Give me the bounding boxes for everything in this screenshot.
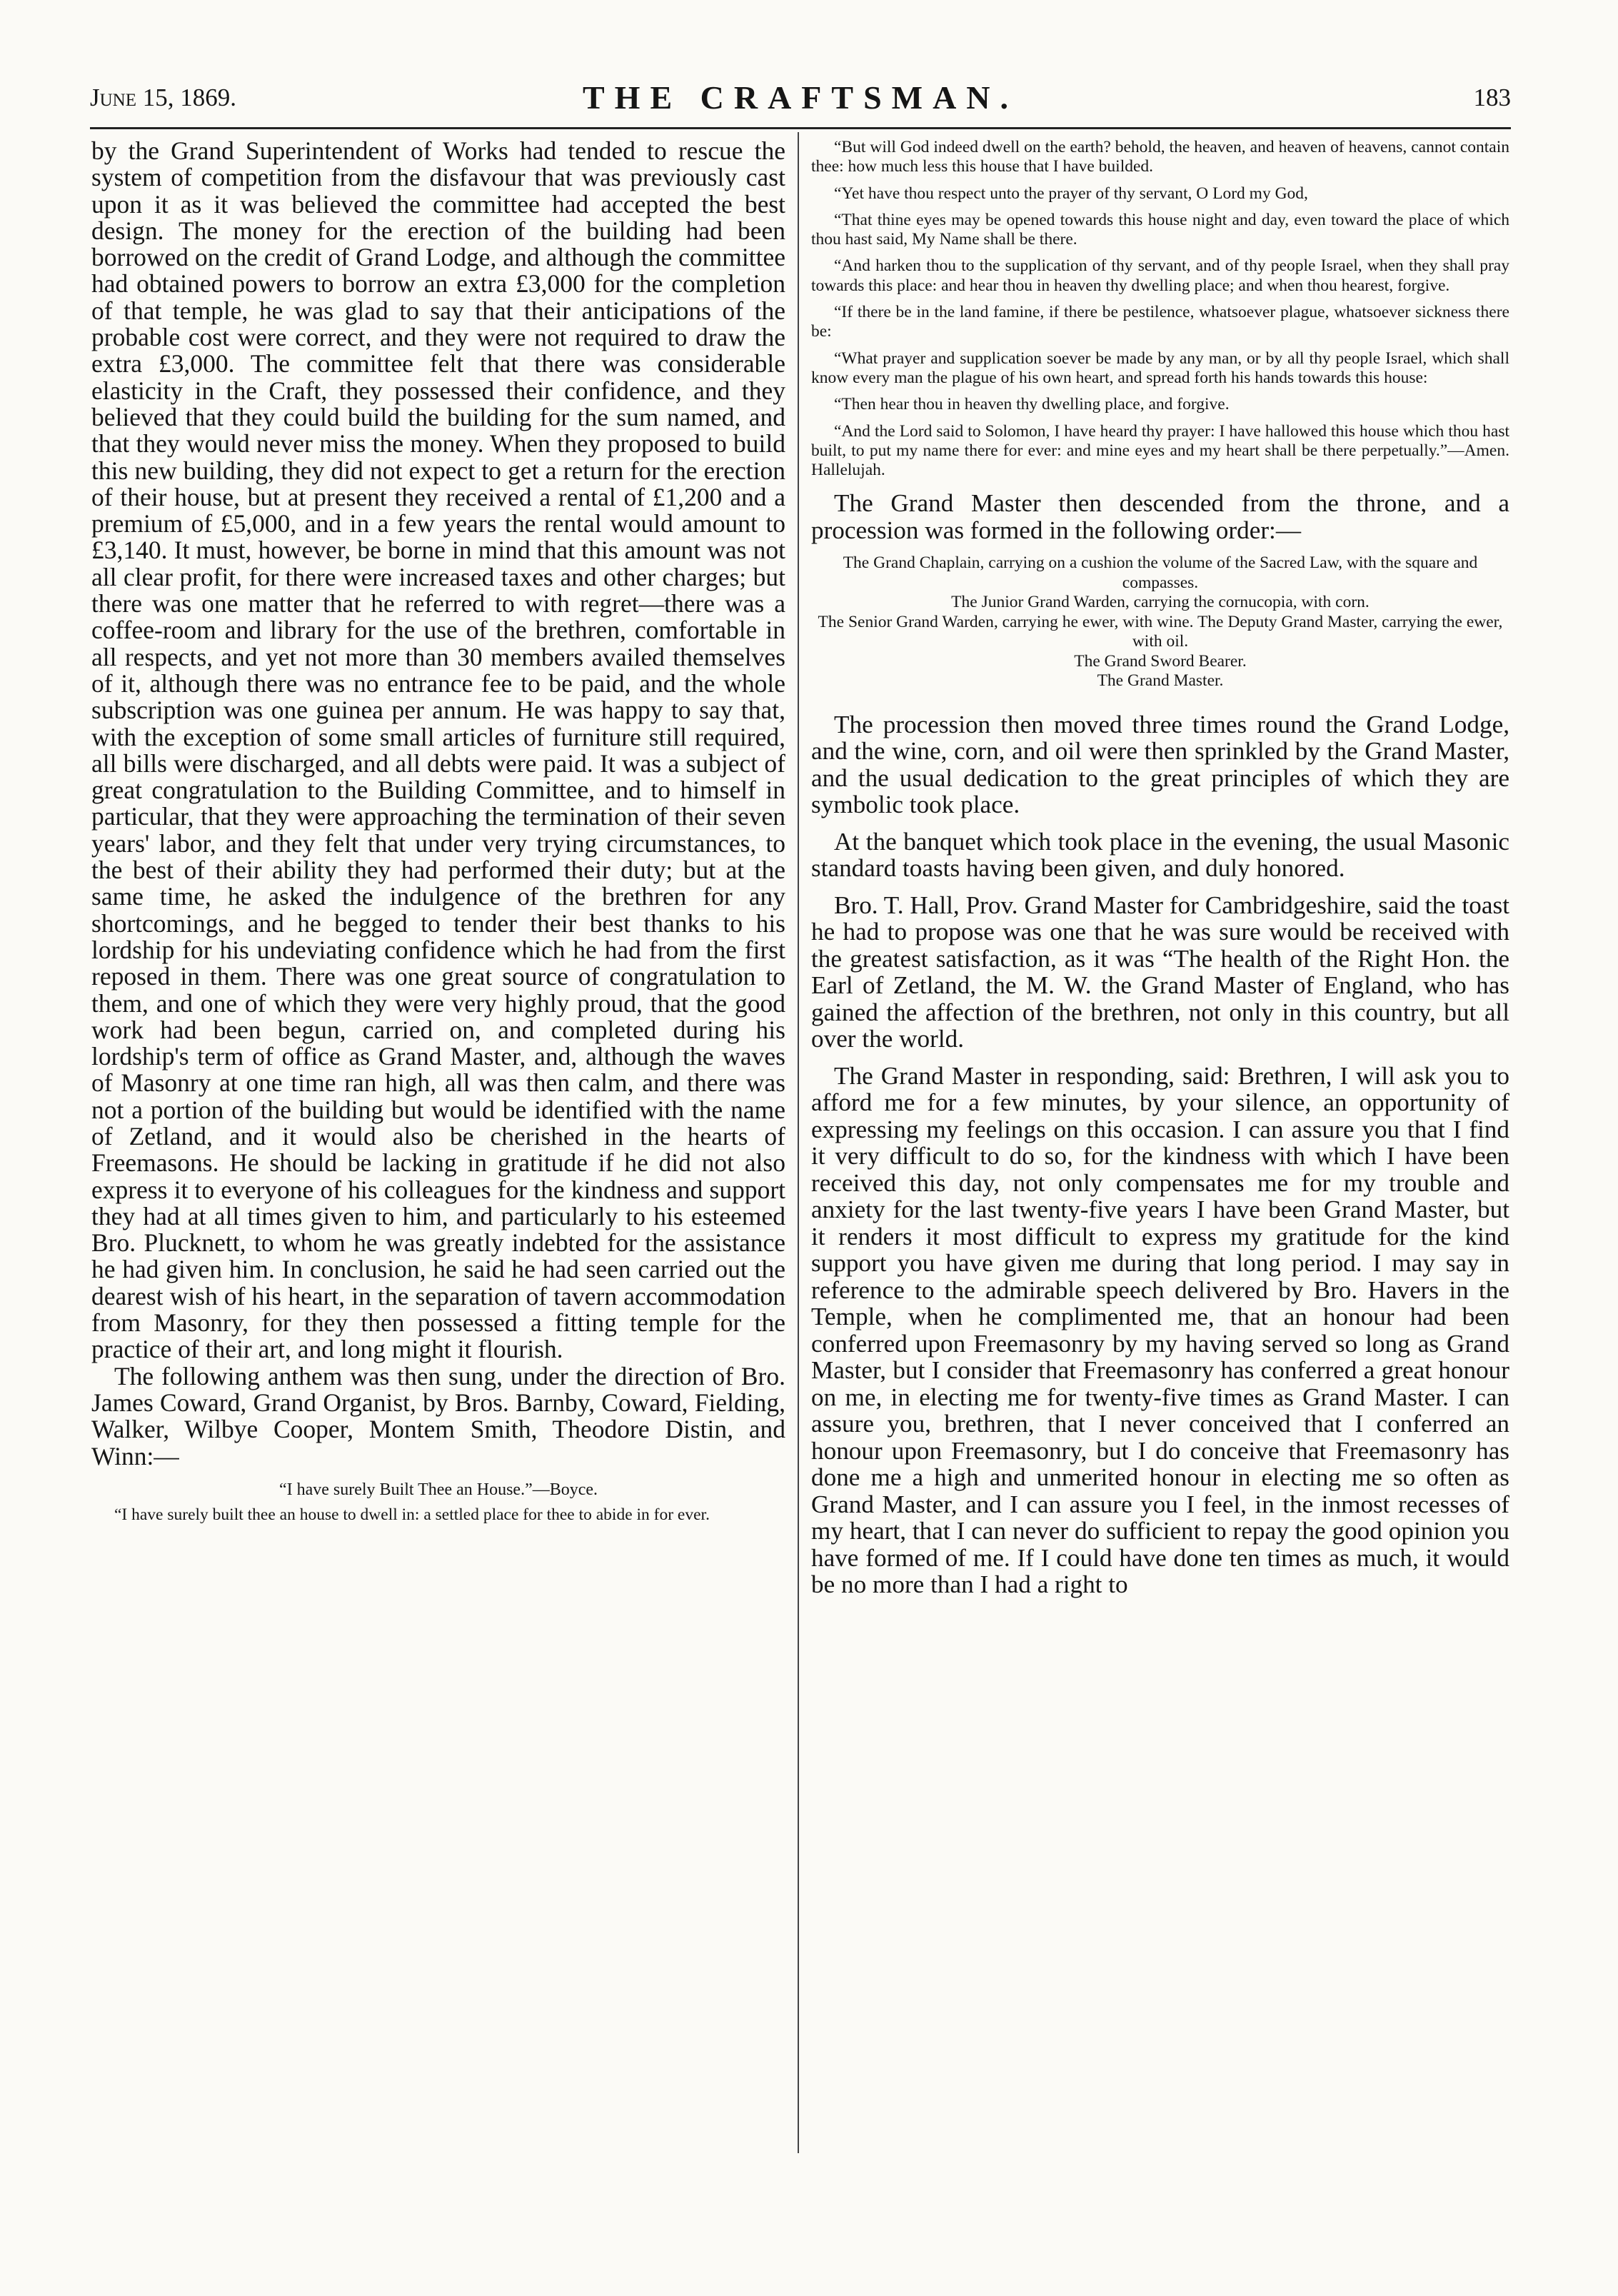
article-paragraph: by the Grand Superintendent of Works had tended to rescue the system of competition from the disfavour that was previously cast upon it as it was believed the committee had accepted the best design. The money for the erection of the building had been borrowed on the credit of Grand Lodge, and although the committee had obtained powers to borrow an extra £3,000 for the completion of that temple, he was glad to say that their anticipations of the probable cost were correct, and they were not required to draw the extra £3,000. The committee felt that there was considerable elasticity in the Craft, they possessed their confidence, and they believed that they could build the building for the sum named, and that they would never miss the money. When they proposed to build this new building, they did not expect to get a return for the erection of their house, but at present they received a rental of £1,200 and a premium of £5,000, and in a few years the rental would amount to £3,140. It must, however, be borne in mind that this amount was not all clear profit, for there were increased taxes and other charges; but there was one matter that he referred to with regret—there was a coffee-room and library for the use of the brethren, comfortable in all respects, and yet not more than 30 members availed themselves of it, although there was no entrance fee to be paid, and the whole subscription was one guinea per annum. He was happy to say that, with the exception of some small articles of furniture still required, all bills were discharged, and all debts were paid. It was a subject of great congratulation to the Building Committee, and to himself in particular, that they were approaching the termination of their seven years' labor, and they felt that under very trying circumstances, to the best of their ability they had performed their duty; but at the same time, he asked the indulgence of the brethren for any shortcomings, and he begged to tender their best thanks to his lordship for his undeviating confidence which he had from the first reposed in them. There was one great source of congratulation to them, and one of which they were very highly proud, that the good work had been begun, carried on, and completed during his lordship's term of office as Grand Master, and, although the waves of Masonry at one time ran high, all was then calm, and there was not a portion of the building but would be identified with the name of Zetland, and it would also be cherished in the hearts of Freemasons. He should be lacking in gratitude if he did not also express it to everyone of his colleagues for the kindness and support they had at all times given to him, and particularly to his esteemed Bro. Plucknett, to whom he was greatly indebted for the assistance he had given him. In conclusion, he said he had seen carried out the dearest wish of his heart, in the separation of tavern accommodation from Masonry, for they then possessed a fitting temple for the practice of their art, and long might it flourish. <box>91 136 785 1364</box>
page-header <box>90 77 1511 119</box>
header-rule <box>90 127 1511 129</box>
issue-date: June 15, 1869. <box>90 84 236 111</box>
anthem-line: “And the Lord said to Solomon, I have heard thy prayer: I have hallowed this house which thou hast built, to put my name there for ever: and mine eyes and my heart shall be there perpetually.”—Amen. Hallelujah. <box>811 421 1509 480</box>
article-paragraph: At the banquet which took place in the evening, the usual Masonic standard toasts having been given, and duly honored. <box>811 827 1509 883</box>
article-paragraph: The Grand Master in responding, said: Brethren, I will ask you to afford me for a few minutes, by your silence, an opportunity of expressing my feelings on this occasion. I can assure you that I find it very difficult to do so, for the kindness with which I have been received this day, not only compensates me for my trouble and anxiety for the last twenty-five years I have been Grand Master, but it renders it most difficult to express my gratitude for the kind support you have given me during that long period. I may say in reference to the admirable speech delivered by Bro. Havers in the Temple, when he complimented me, that an honour had been conferred upon Freemasonry by my having served so long as Grand Master, but I consider that Freemasonry has conferred a great honour on me, in electing me for twenty-five times as Grand Master. I can assure you, brethren, that I never conceived that I conferred an honour upon Freemasonry, but I do conceive that Freemasonry has done me a high and unmerited honour in electing me so often as Grand Master, and I can assure you I feel, in the inmost recesses of my heart, that I can never do sufficient to repay the good opinion you have formed of me. If I could have done ten times as much, it would be no more than I had a right to <box>811 1061 1509 1599</box>
anthem-title: “I have surely Built Thee an House.”—Boyce. <box>278 1480 598 1499</box>
procession-item: The Grand Chaplain, carrying on a cushion the volume of the Sacred Law, with the square and compasses. <box>843 553 1478 592</box>
anthem-line: “If there be in the land famine, if there be pestilence, whatsoever plague, whatsoever sickness there be: <box>811 303 1509 341</box>
anthem-line: “Yet have thou respect unto the prayer of thy servant, O Lord my God, <box>834 184 1308 203</box>
right-column <box>811 138 1509 1598</box>
masthead-title: THE CRAFTSMAN. <box>582 79 1019 116</box>
article-paragraph: The procession then moved three times round the Grand Lodge, and the wine, corn, and oil were then sprinkled by the Grand Master, and the usual dedication to the great principles of which they are symbolic took place. <box>811 710 1509 819</box>
procession-item: The Grand Master. <box>1097 671 1224 691</box>
anthem-line: “What prayer and supplication soever be made by any man, or by all thy people Israel, which shall know every man the plague of his own heart, and spread forth his hands towards this house: <box>811 349 1509 387</box>
anthem-line: “Then hear thou in heaven thy dwelling place, and forgive. <box>834 395 1230 414</box>
column-divider <box>798 132 799 2153</box>
anthem-line: “That thine eyes may be opened towards this house night and day, even toward the place of which thou hast said, My Name shall be there. <box>811 210 1509 249</box>
anthem-line: “But will God indeed dwell on the earth? behold, the heaven, and heaven of heavens, cannot contain thee: how much less this house that I have builded. <box>811 138 1509 176</box>
procession-list <box>811 553 1509 691</box>
article-paragraph: Bro. T. Hall, Prov. Grand Master for Cambridgeshire, said the toast he had to propose was one that he was sure would be received with the greatest satisfaction, as it was “The health of the Right Hon. the Earl of Zetland, the M. W. the Grand Master of England, who has gained the affection of the brethren, not only in this country, but all over the world. <box>811 891 1509 1053</box>
page-number: 183 <box>1473 84 1511 111</box>
anthem-line: “I have surely built thee an house to dwell in: a settled place for thee to abide in for ever. <box>114 1505 710 1524</box>
anthem-intro-paragraph: The following anthem was then sung, under the direction of Bro. James Coward, Grand Organist, by Bros. Barnby, Coward, Fielding, Walker, Wilbye Cooper, Montem Smith, Theodore Distin, and Winn:— <box>91 1361 785 1470</box>
procession-item: The Grand Sword Bearer. <box>1074 651 1247 671</box>
article-paragraph: The Grand Master then descended from the throne, and a procession was formed in the following order:— <box>811 489 1509 544</box>
procession-item: The Senior Grand Warden, carrying he ewer, with wine. The Deputy Grand Master, carrying the ewer, with oil. <box>818 612 1503 651</box>
left-column <box>91 138 785 1532</box>
procession-item: The Junior Grand Warden, carrying the cornucopia, with corn. <box>951 593 1370 612</box>
anthem-line: “And harken thou to the supplication of thy servant, and of thy people Israel, when they shall pray towards this place: and hear thou in heaven thy dwelling place; and when thou hearest, forgive. <box>811 256 1509 295</box>
